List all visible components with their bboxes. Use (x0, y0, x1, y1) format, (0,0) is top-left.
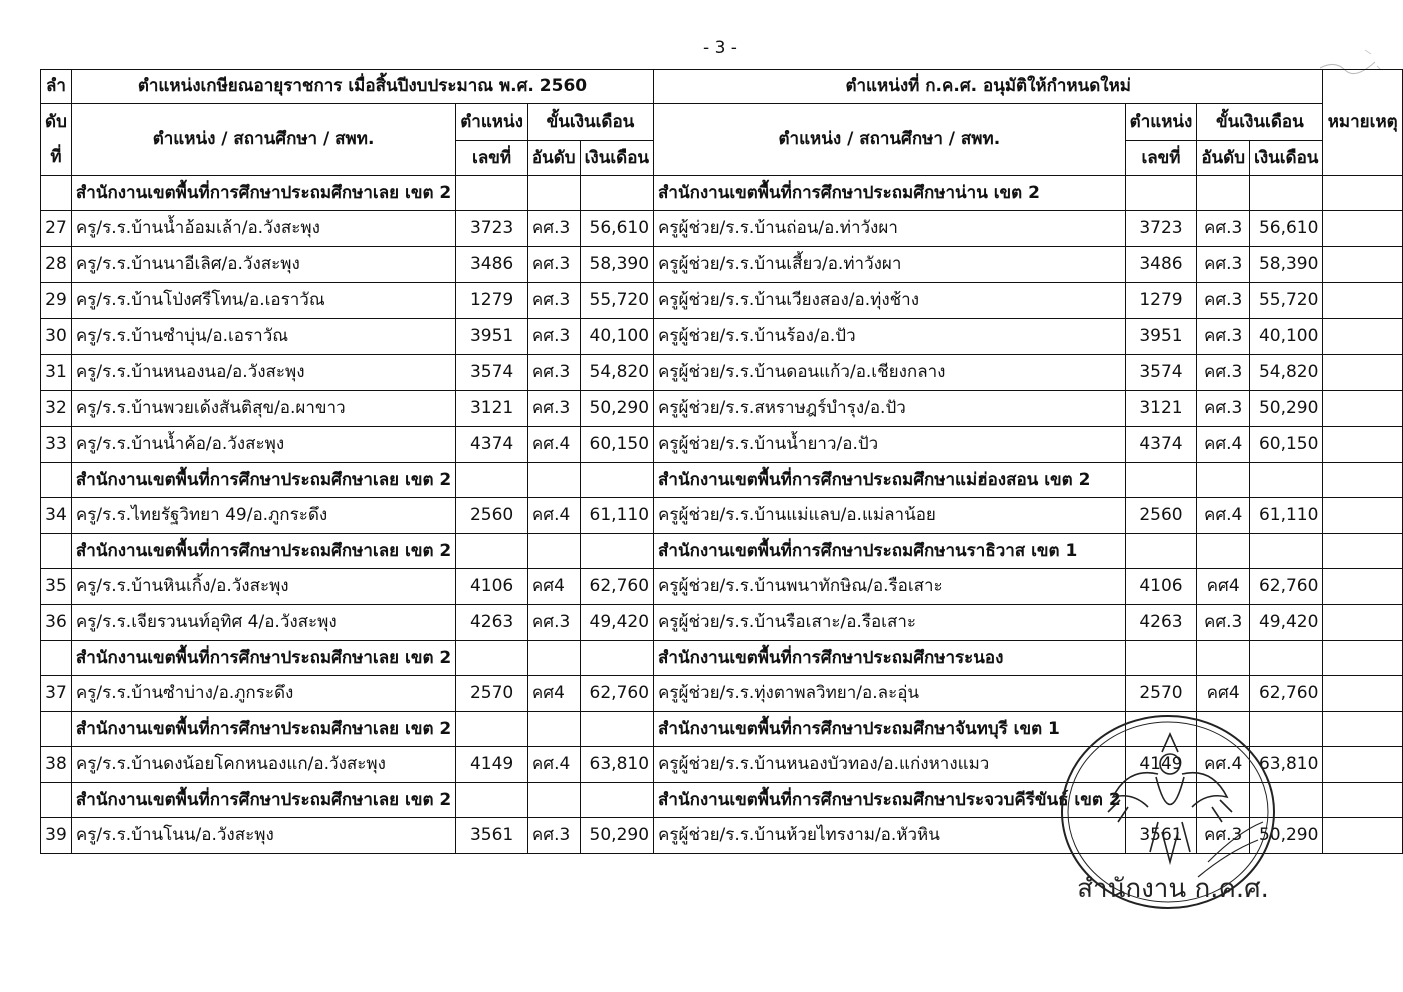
old-salary: 50,290 (580, 391, 653, 427)
old-number-empty (456, 783, 528, 818)
new-position-number: 3561 (1125, 818, 1197, 854)
new-rank-empty (1197, 534, 1250, 569)
new-salary-empty (1250, 176, 1323, 211)
seq-header-3: ที่ (41, 141, 72, 176)
new-position: ครูผู้ช่วย/ร.ร.บ้านเวียงสอง/อ.ทุ่งช้าง (654, 283, 1126, 319)
old-office-name: สำนักงานเขตพื้นที่การศึกษาประถมศึกษาเลย เขต 2 (71, 534, 455, 569)
table-row (41, 605, 1403, 641)
seq-number: 36 (41, 605, 72, 641)
new-position: ครูผู้ช่วย/ร.ร.บ้านร้อง/อ.ปัว (654, 319, 1126, 355)
table-row (41, 569, 1403, 605)
old-salary: 61,110 (580, 498, 653, 534)
old-position: ครู/ร.ร.เจียรวนนท์อุทิศ 4/อ.วังสะพุง (71, 605, 455, 641)
seq-number: 28 (41, 247, 72, 283)
new-position-number: 3486 (1125, 247, 1197, 283)
old-position: ครู/ร.ร.บ้านน้ำค้อ/อ.วังสะพุง (71, 427, 455, 463)
new-rank: คศ.4 (1197, 747, 1250, 783)
new-rank: คศ.3 (1197, 605, 1250, 641)
old-position-number: 3574 (456, 355, 528, 391)
old-rank: คศ.4 (527, 427, 580, 463)
new-salary-label: เงินเดือน (1250, 141, 1323, 176)
new-rank: คศ4 (1197, 569, 1250, 605)
new-rank: คศ.4 (1197, 427, 1250, 463)
old-salary: 62,760 (580, 676, 653, 712)
new-salary: 55,720 (1250, 283, 1323, 319)
new-office-name: สำนักงานเขตพื้นที่การศึกษาประถมศึกษาประจวบคีรีขันธ์ เขต 2 (654, 783, 1126, 818)
stamp-text: สำนักงาน ก.ค.ศ. (1077, 874, 1269, 904)
old-position-number: 1279 (456, 283, 528, 319)
old-rank: คศ.4 (527, 747, 580, 783)
remark-cell (1323, 211, 1403, 247)
old-rank-empty (527, 641, 580, 676)
new-salary: 62,760 (1250, 569, 1323, 605)
new-position-number: 2570 (1125, 676, 1197, 712)
old-position-number: 2560 (456, 498, 528, 534)
new-rank: คศ.3 (1197, 247, 1250, 283)
old-office-name: สำนักงานเขตพื้นที่การศึกษาประถมศึกษาเลย เขต 2 (71, 712, 455, 747)
remark-cell (1323, 319, 1403, 355)
old-rank: คศ.3 (527, 818, 580, 854)
old-salary: 60,150 (580, 427, 653, 463)
new-rank: คศ.4 (1197, 498, 1250, 534)
new-number-label: เลขที่ (1125, 141, 1197, 176)
new-position: ครูผู้ช่วย/ร.ร.บ้านรือเสาะ/อ.รือเสาะ (654, 605, 1126, 641)
new-salary: 50,290 (1250, 818, 1323, 854)
seq-cell-empty (41, 641, 72, 676)
old-salary-empty (580, 712, 653, 747)
old-position-number: 4374 (456, 427, 528, 463)
remark-cell (1323, 605, 1403, 641)
new-salary: 58,390 (1250, 247, 1323, 283)
old-position: ครู/ร.ร.บ้านหินเกิ้ง/อ.วังสะพุง (71, 569, 455, 605)
new-position-number: 3723 (1125, 211, 1197, 247)
new-position-office-header: ตำแหน่ง / สถานศึกษา / สพท. (654, 104, 1126, 176)
seq-number: 33 (41, 427, 72, 463)
table-row (41, 391, 1403, 427)
old-salary-empty (580, 783, 653, 818)
header-row-2 (41, 104, 1403, 141)
new-position: ครูผู้ช่วย/ร.ร.บ้านน้ำยาว/อ.ปัว (654, 427, 1126, 463)
new-office-name: สำนักงานเขตพื้นที่การศึกษาประถมศึกษาจันทบุรี เขต 1 (654, 712, 1126, 747)
old-position-number: 3561 (456, 818, 528, 854)
new-position-number: 3951 (1125, 319, 1197, 355)
old-salary: 58,390 (580, 247, 653, 283)
new-salary: 50,290 (1250, 391, 1323, 427)
new-position: ครูผู้ช่วย/ร.ร.บ้านเสี้ยว/อ.ท่าวังผา (654, 247, 1126, 283)
old-rank: คศ.3 (527, 319, 580, 355)
new-office-name: สำนักงานเขตพื้นที่การศึกษาประถมศึกษานราธิวาส เขต 1 (654, 534, 1126, 569)
new-rank: คศ.3 (1197, 211, 1250, 247)
table-row (41, 283, 1403, 319)
new-position-number: 3574 (1125, 355, 1197, 391)
new-rank-label: อันดับ (1197, 141, 1250, 176)
new-salary: 62,760 (1250, 676, 1323, 712)
old-rank: คศ.3 (527, 355, 580, 391)
table-row (41, 319, 1403, 355)
new-position: ครูผู้ช่วย/ร.ร.ทุ่งตาพลวิทยา/อ.ละอุ่น (654, 676, 1126, 712)
old-position: ครู/ร.ร.บ้านนาอีเลิศ/อ.วังสะพุง (71, 247, 455, 283)
office-row (41, 534, 1403, 569)
remark-cell (1323, 783, 1403, 818)
new-position-header: ตำแหน่งที่ ก.ค.ศ. อนุมัติให้กำหนดใหม่ (654, 70, 1323, 104)
old-position: ครู/ร.ร.บ้านโนน/อ.วังสะพุง (71, 818, 455, 854)
remark-cell (1323, 427, 1403, 463)
old-salary-empty (580, 176, 653, 211)
table-row (41, 818, 1403, 854)
old-rank: คศ.3 (527, 605, 580, 641)
old-number-empty (456, 641, 528, 676)
old-salary-group-header: ขั้นเงินเดือน (527, 104, 653, 141)
table-row (41, 247, 1403, 283)
remark-cell (1323, 676, 1403, 712)
new-position: ครูผู้ช่วย/ร.ร.บ้านพนาทักษิณ/อ.รือเสาะ (654, 569, 1126, 605)
new-position: ครูผู้ช่วย/ร.ร.บ้านดอนแก้ว/อ.เชียงกลาง (654, 355, 1126, 391)
new-salary: 61,110 (1250, 498, 1323, 534)
old-salary: 50,290 (580, 818, 653, 854)
remark-cell (1323, 247, 1403, 283)
new-number-empty (1125, 176, 1197, 211)
new-office-name: สำนักงานเขตพื้นที่การศึกษาประถมศึกษาน่าน เขต 2 (654, 176, 1126, 211)
old-salary: 54,820 (580, 355, 653, 391)
seq-number: 31 (41, 355, 72, 391)
table-row (41, 498, 1403, 534)
new-rank-empty (1197, 712, 1250, 747)
seq-number: 29 (41, 283, 72, 319)
seq-cell-empty (41, 783, 72, 818)
old-position-number: 3951 (456, 319, 528, 355)
new-number-empty (1125, 783, 1197, 818)
old-rank-empty (527, 463, 580, 498)
page-number: - 3 - (703, 38, 737, 58)
old-number-label: เลขที่ (456, 141, 528, 176)
old-salary: 40,100 (580, 319, 653, 355)
position-table (40, 69, 1403, 854)
old-salary: 63,810 (580, 747, 653, 783)
old-rank-label: อันดับ (527, 141, 580, 176)
old-office-name: สำนักงานเขตพื้นที่การศึกษาประถมศึกษาเลย เขต 2 (71, 783, 455, 818)
office-row (41, 463, 1403, 498)
new-position-number: 2560 (1125, 498, 1197, 534)
new-position-number: 1279 (1125, 283, 1197, 319)
new-position-number: 4149 (1125, 747, 1197, 783)
old-rank: คศ.4 (527, 498, 580, 534)
new-rank: คศ.3 (1197, 391, 1250, 427)
old-rank: คศ.3 (527, 247, 580, 283)
old-rank: คศ.3 (527, 211, 580, 247)
remark-cell (1323, 355, 1403, 391)
old-position: ครู/ร.ร.บ้านซำบุ่น/อ.เอราวัณ (71, 319, 455, 355)
old-position: ครู/ร.ร.บ้านซำบ่าง/อ.ภูกระดึง (71, 676, 455, 712)
remark-cell (1323, 818, 1403, 854)
seq-cell-empty (41, 463, 72, 498)
new-position: ครูผู้ช่วย/ร.ร.บ้านห้วยไทรงาม/อ.หัวหิน (654, 818, 1126, 854)
new-salary-empty (1250, 534, 1323, 569)
table-row (41, 355, 1403, 391)
office-row (41, 641, 1403, 676)
old-number-empty (456, 712, 528, 747)
new-position-number: 3121 (1125, 391, 1197, 427)
office-row (41, 783, 1403, 818)
table-row (41, 676, 1403, 712)
old-salary-empty (580, 534, 653, 569)
old-office-name: สำนักงานเขตพื้นที่การศึกษาประถมศึกษาเลย เขต 2 (71, 463, 455, 498)
new-rank: คศ.3 (1197, 355, 1250, 391)
new-rank: คศ.3 (1197, 818, 1250, 854)
remark-cell (1323, 283, 1403, 319)
old-position-number: 4106 (456, 569, 528, 605)
seq-cell-empty (41, 712, 72, 747)
old-position-number: 3486 (456, 247, 528, 283)
old-position-number: 2570 (456, 676, 528, 712)
remark-cell (1323, 641, 1403, 676)
new-position: ครูผู้ช่วย/ร.ร.บ้านถ่อน/อ.ท่าวังผา (654, 211, 1126, 247)
seq-number: 38 (41, 747, 72, 783)
seq-header-1: ลำ (41, 70, 72, 104)
old-position-number: 3121 (456, 391, 528, 427)
old-position: ครู/ร.ร.บ้านพวยเด้งสันติสุข/อ.ผาขาว (71, 391, 455, 427)
new-office-name: สำนักงานเขตพื้นที่การศึกษาประถมศึกษาแม่ฮ่องสอน เขต 2 (654, 463, 1126, 498)
new-rank-empty (1197, 783, 1250, 818)
old-office-name: สำนักงานเขตพื้นที่การศึกษาประถมศึกษาเลย เขต 2 (71, 641, 455, 676)
seq-number: 34 (41, 498, 72, 534)
remark-cell (1323, 391, 1403, 427)
seq-cell-empty (41, 534, 72, 569)
old-position-office-header: ตำแหน่ง / สถานศึกษา / สพท. (71, 104, 455, 176)
new-office-name: สำนักงานเขตพื้นที่การศึกษาประถมศึกษาระนอง (654, 641, 1126, 676)
old-position: ครู/ร.ร.บ้านหนองนอ/อ.วังสะพุง (71, 355, 455, 391)
new-position: ครูผู้ช่วย/ร.ร.บ้านแม่แลบ/อ.แม่ลาน้อย (654, 498, 1126, 534)
old-position-label: ตำแหน่ง (456, 104, 528, 141)
new-position-number: 4263 (1125, 605, 1197, 641)
old-rank-empty (527, 534, 580, 569)
new-rank: คศ.3 (1197, 319, 1250, 355)
remark-cell (1323, 498, 1403, 534)
office-row (41, 176, 1403, 211)
new-position-number: 4374 (1125, 427, 1197, 463)
new-salary: 63,810 (1250, 747, 1323, 783)
new-rank: คศ4 (1197, 676, 1250, 712)
new-salary: 60,150 (1250, 427, 1323, 463)
new-rank-empty (1197, 176, 1250, 211)
remark-cell (1323, 176, 1403, 211)
old-rank-empty (527, 783, 580, 818)
old-number-empty (456, 534, 528, 569)
new-rank-empty (1197, 641, 1250, 676)
office-row (41, 712, 1403, 747)
remark-cell (1323, 569, 1403, 605)
seq-number: 32 (41, 391, 72, 427)
new-number-empty (1125, 534, 1197, 569)
old-rank-empty (527, 176, 580, 211)
old-rank-empty (527, 712, 580, 747)
seq-number: 35 (41, 569, 72, 605)
old-rank: คศ.3 (527, 391, 580, 427)
new-rank-empty (1197, 463, 1250, 498)
old-salary: 55,720 (580, 283, 653, 319)
old-salary-empty (580, 641, 653, 676)
old-salary-label: เงินเดือน (580, 141, 653, 176)
remark-cell (1323, 534, 1403, 569)
new-salary-empty (1250, 783, 1323, 818)
old-position-number: 4149 (456, 747, 528, 783)
remark-cell (1323, 712, 1403, 747)
new-salary: 49,420 (1250, 605, 1323, 641)
old-position: ครู/ร.ร.บ้านโป่งศรีโทน/อ.เอราวัณ (71, 283, 455, 319)
old-salary-empty (580, 463, 653, 498)
old-salary: 49,420 (580, 605, 653, 641)
retired-position-header: ตำแหน่งเกษียณอายุราชการ เมื่อสิ้นปีงบประมาณ พ.ศ. 2560 (71, 70, 653, 104)
old-salary: 62,760 (580, 569, 653, 605)
remark-cell (1323, 747, 1403, 783)
old-office-name: สำนักงานเขตพื้นที่การศึกษาประถมศึกษาเลย เขต 2 (71, 176, 455, 211)
table-row (41, 747, 1403, 783)
header-row-1 (41, 70, 1403, 104)
seq-header-2: ดับ (41, 104, 72, 141)
new-salary: 40,100 (1250, 319, 1323, 355)
new-position: ครูผู้ช่วย/ร.ร.บ้านหนองบัวทอง/อ.แก่งหางแมว (654, 747, 1126, 783)
old-position-number: 4263 (456, 605, 528, 641)
old-rank: คศ4 (527, 569, 580, 605)
old-position: ครู/ร.ร.บ้านน้ำอ้อมเล้า/อ.วังสะพุง (71, 211, 455, 247)
table-row (41, 427, 1403, 463)
new-salary-empty (1250, 463, 1323, 498)
old-rank: คศ4 (527, 676, 580, 712)
seq-number: 39 (41, 818, 72, 854)
new-salary: 56,610 (1250, 211, 1323, 247)
new-position: ครูผู้ช่วย/ร.ร.สหราษฎร์บำรุง/อ.ปัว (654, 391, 1126, 427)
new-number-empty (1125, 641, 1197, 676)
remark-header: หมายเหตุ (1323, 70, 1403, 176)
new-position-label: ตำแหน่ง (1125, 104, 1197, 141)
old-salary: 56,610 (580, 211, 653, 247)
new-salary: 54,820 (1250, 355, 1323, 391)
new-rank: คศ.3 (1197, 283, 1250, 319)
table-row (41, 211, 1403, 247)
old-rank: คศ.3 (527, 283, 580, 319)
new-number-empty (1125, 463, 1197, 498)
old-number-empty (456, 176, 528, 211)
new-salary-empty (1250, 712, 1323, 747)
remark-cell (1323, 463, 1403, 498)
seq-cell-empty (41, 176, 72, 211)
new-position-number: 4106 (1125, 569, 1197, 605)
old-number-empty (456, 463, 528, 498)
new-number-empty (1125, 712, 1197, 747)
seq-number: 27 (41, 211, 72, 247)
seq-number: 37 (41, 676, 72, 712)
new-salary-empty (1250, 641, 1323, 676)
old-position: ครู/ร.ร.บ้านดงน้อยโคกหนองแก/อ.วังสะพุง (71, 747, 455, 783)
new-salary-group-header: ขั้นเงินเดือน (1197, 104, 1323, 141)
seq-number: 30 (41, 319, 72, 355)
old-position: ครู/ร.ร.ไทยรัฐวิทยา 49/อ.ภูกระดึง (71, 498, 455, 534)
old-position-number: 3723 (456, 211, 528, 247)
